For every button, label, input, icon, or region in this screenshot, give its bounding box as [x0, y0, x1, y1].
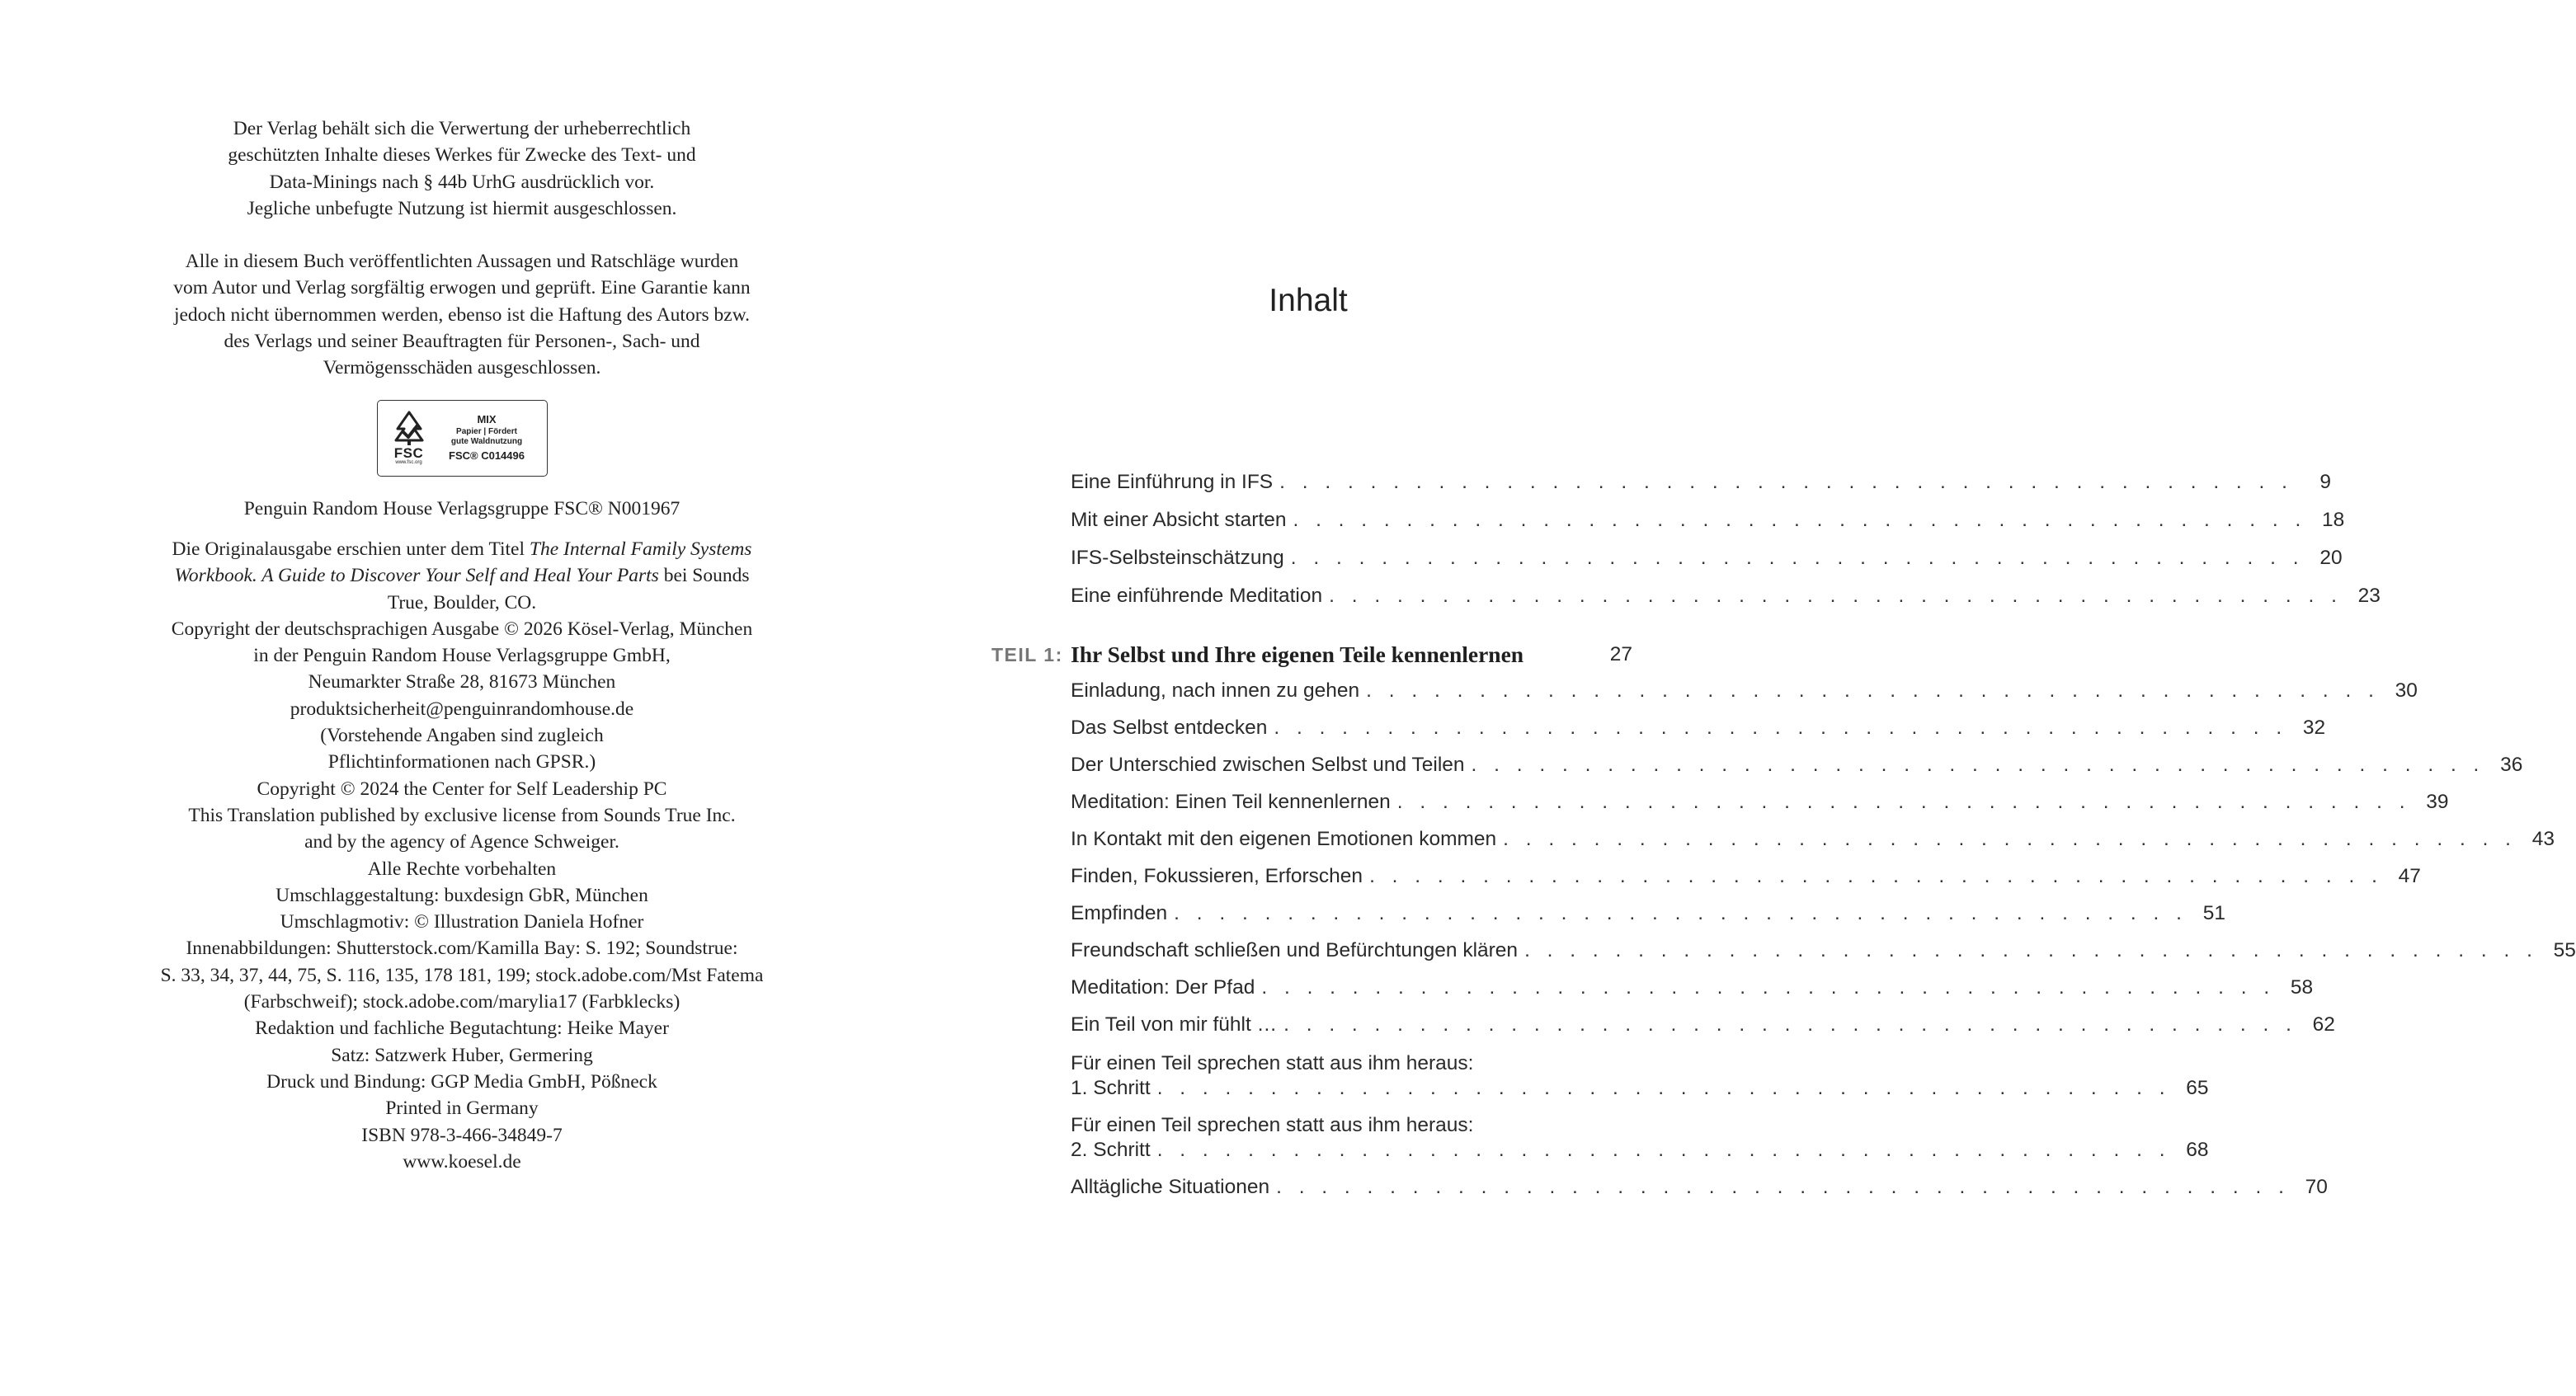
toc-entry[interactable]: [1071, 1008, 2335, 1038]
toc-entry[interactable]: [1071, 580, 2381, 609]
disclaimer-line: vom Autor und Verlag sorgfältig erwogen und geprüft. Eine Garantie kann: [173, 277, 751, 299]
toc-entry[interactable]: [1071, 466, 2331, 496]
imprint-line: Pflichtinformationen nach GPSR.): [327, 751, 596, 773]
toc-entry-title: Das Selbst entdecken: [1071, 717, 1268, 739]
imprint-line: Umschlaggestaltung: buxdesign GbR, München: [275, 884, 648, 906]
imprint-line: This Translation published by exclusive license from Sounds True Inc.: [188, 804, 736, 826]
imprint-line: ISBN 978-3-466-34849-7: [361, 1124, 563, 1146]
toc-entry-title: 1. Schritt: [1071, 1077, 1151, 1099]
leader-dots: . . . . . . . . . . . . . . . . . . . . . . . . . . . . . . . . . . . . . . . . . . . . .: [1156, 1139, 2171, 1161]
toc-entry[interactable]: [1071, 823, 2555, 853]
imprint-line: Satz: Satzwerk Huber, Germering: [331, 1044, 593, 1066]
toc-page-number: 47: [2398, 865, 2421, 887]
toc-page-number: 18: [2322, 509, 2345, 531]
fsc-mark: FSC: [393, 445, 424, 462]
leader-dots: . . . . . . . . . . . . . . . . . . . . . . . . . . . . . . . . . . . . . . . . . . . . .: [1396, 791, 2411, 813]
original-edition-line: Workbook. A Guide to Discover Your Self and Heal Your Parts bei Sounds: [174, 565, 750, 587]
toc-entry-title: Der Unterschied zwischen Selbst und Teilen: [1071, 754, 1465, 776]
fsc-mix-label: MIX: [477, 412, 497, 425]
imprint-line: in der Penguin Random House Verlagsgruppe GmbH,: [253, 645, 671, 667]
original-title-italic: Workbook. A Guide to Discover Your Self and Heal Your Parts: [174, 565, 659, 587]
toc-entry[interactable]: [1071, 674, 2418, 704]
toc-entry-title: IFS-Selbsteinschätzung: [1071, 547, 1284, 569]
disclaimer-line: Alle in diesem Buch veröffentlichten Aussagen und Ratschläge wurden: [185, 251, 739, 273]
toc-entry[interactable]: [1071, 504, 2345, 533]
imprint-page: [124, 115, 800, 1175]
toc-entry-title: Eine einführende Meditation: [1071, 585, 1323, 607]
toc-entry[interactable]: [1071, 712, 2326, 741]
toc-entry-title: Ein Teil von mir fühlt …: [1071, 1013, 1278, 1036]
fsc-desc-line: gute Waldnutzung: [450, 436, 523, 446]
original-edition-line: Die Originalausgabe erschien unter dem Titel The Internal Family Systems: [172, 538, 752, 560]
fsc-desc-line: Papier | Fördert: [456, 426, 517, 436]
disclaimer-line: jedoch nicht übernommen werden, ebenso ist die Haftung des Autors bzw.: [173, 303, 751, 326]
toc-entry-title: 2. Schritt: [1071, 1139, 1151, 1161]
toc-entry-title: Einladung, nach innen zu gehen: [1071, 679, 1360, 702]
toc-entry-title: Meditation: Der Pfad: [1071, 976, 1255, 999]
toc-page-number: 30: [2395, 679, 2418, 702]
imprint-line: (Farbschweif); stock.adobe.com/marylia17 (Farbklecks): [243, 991, 680, 1013]
fsc-code: FSC® C014496: [449, 449, 525, 462]
toc-entry[interactable]: [1071, 1171, 2328, 1201]
fsc-label: [434, 412, 540, 465]
toc-entry-title: Meditation: Einen Teil kennenlernen: [1071, 791, 1391, 813]
toc-entry-title: Mit einer Absicht starten: [1071, 509, 1287, 531]
toc-page-number: 68: [2186, 1139, 2209, 1161]
part-label: TEIL 1:: [991, 644, 1063, 665]
imprint-line: (Vorstehende Angaben sind zugleich: [320, 725, 604, 747]
leader-dots: . . . . . . . . . . . . . . . . . . . . . . . . . . . . . . . . . . . . . . . . . . . . .: [1156, 1077, 2171, 1099]
toc-page-number: 20: [2319, 547, 2343, 569]
toc-page-number: 51: [2202, 902, 2225, 924]
copyright-notice-line: Der Verlag behält sich die Verwertung der urheberrechtlich: [233, 118, 691, 139]
toc-entry-title: Finden, Fokussieren, Erforschen: [1071, 865, 1363, 887]
leader-dots: . . . . . . . . . . . . . . . . . . . . . . . . . . . . . . . . . . . . . . . . . . . . .: [1276, 1176, 2290, 1198]
toc-part-heading[interactable]: [991, 636, 1632, 669]
toc-page-number: 39: [2426, 791, 2449, 813]
imprint-line: Umschlagmotiv: © Illustration Daniela Hofner: [280, 911, 644, 933]
disclaimer-line: Vermögensschäden ausgeschlossen.: [323, 357, 601, 379]
fsc-logo-area: [124, 382, 800, 496]
copyright-notice-line: Data-Minings nach § 44b UrhG ausdrücklich vor.: [269, 171, 655, 193]
leader-dots: . . . . . . . . . . . . . . . . . . . . . . . . . . . . . . . . . . . . . . . . . . . . .: [1261, 976, 2276, 999]
toc-entry[interactable]: [1071, 934, 2576, 964]
imprint-line: Copyright © 2024 the Center for Self Leadership PC: [257, 778, 667, 800]
toc-entry[interactable]: [1071, 1134, 2209, 1163]
toc-page-number: 9: [2319, 471, 2331, 493]
toc-entry[interactable]: [1071, 860, 2421, 890]
imprint-line: Copyright der deutschsprachigen Ausgabe © 2026 Kösel-Verlag, München: [171, 618, 753, 640]
toc-entry-title: Eine Einführung in IFS: [1071, 471, 1274, 493]
imprint-line: www.koesel.de: [403, 1150, 521, 1173]
toc-page-number: 36: [2500, 754, 2523, 776]
imprint-line: Druck und Bindung: GGP Media GmbH, Pößneck: [266, 1070, 657, 1093]
leader-dots: . . . . . . . . . . . . . . . . . . . . . . . . . . . . . . . . . . . . . . . . . . . . .: [1290, 547, 2305, 569]
imprint-line: S. 33, 34, 37, 44, 75, S. 116, 135, 178 181, 199; stock.adobe.com/Mst Fatema: [160, 964, 764, 986]
disclaimer-line: des Verlags und seiner Beauftragten für Personen-, Sach- und: [224, 331, 700, 353]
toc-page-number: 55: [2553, 939, 2576, 961]
toc-entry[interactable]: [1071, 897, 2225, 927]
imprint-line: produktsicherheit@penguinrandomhouse.de: [290, 698, 634, 720]
imprint-line: Printed in Germany: [385, 1098, 539, 1120]
leader-dots: . . . . . . . . . . . . . . . . . . . . . . . . . . . . . . . . . . . . . . . . . . . . .: [1369, 865, 2383, 887]
copyright-notice-line: geschützten Inhalte dieses Werkes für Zwecke des Text- und: [228, 144, 696, 167]
paragraph-spacer: [124, 222, 800, 248]
leader-dots: . . . . . . . . . . . . . . . . . . . . . . . . . . . . . . . . . . . . . . . . . . . . .: [1329, 585, 2343, 607]
toc-page-number: 62: [2312, 1013, 2335, 1036]
toc-page-number: 70: [2305, 1176, 2328, 1198]
toc-entry[interactable]: [1071, 971, 2314, 1001]
fsc-url: www.fsc.org: [395, 460, 422, 466]
toc-entry[interactable]: [1071, 786, 2449, 816]
toc-entry-title-line1[interactable]: Für einen Teil sprechen statt aus ihm heraus:: [1071, 1114, 1474, 1136]
imprint-line: Neumarkter Straße 28, 81673 München: [308, 671, 616, 693]
leader-dots: . . . . . . . . . . . . . . . . . . . . . . . . . . . . . . . . . . . . . . . . . . . . .: [1503, 828, 2517, 850]
toc-entry[interactable]: [1071, 1072, 2209, 1102]
leader-dots: . . . . . . . . . . . . . . . . . . . . . . . . . . . . . . . . . . . . . . . . . . . . .: [1293, 509, 2307, 531]
original-title-italic: The Internal Family Systems: [529, 538, 752, 560]
imprint-line: and by the agency of Agence Schweiger.: [304, 831, 619, 853]
leader-dots: . . . . . . . . . . . . . . . . . . . . . . . . . . . . . . . . . . . . . . . . . . . . .: [1366, 679, 2380, 702]
fsc-group-line: Penguin Random House Verlagsgruppe FSC® N001967: [243, 497, 680, 519]
toc-entry-title: Alltägliche Situationen: [1071, 1176, 1270, 1198]
toc-entry-title-line1[interactable]: Für einen Teil sprechen statt aus ihm heraus:: [1071, 1052, 1474, 1074]
imprint-line: Redaktion und fachliche Begutachtung: Heike Mayer: [255, 1018, 669, 1040]
copyright-notice-line: Jegliche unbefugte Nutzung ist hiermit ausgeschlossen.: [247, 197, 677, 219]
leader-dots: . . . . . . . . . . . . . . . . . . . . . . . . . . . . . . . . . . . . . . . . . . . . .: [1471, 754, 2485, 776]
toc-entry-title: In Kontakt mit den eigenen Emotionen kommen: [1071, 828, 1497, 850]
leader-dots: . . . . . . . . . . . . . . . . . . . . . . . . . . . . . . . . . . . . . . . . . . . . .: [1279, 471, 2293, 493]
leader-dots: . . . . . . . . . . . . . . . . . . . . . . . . . . . . . . . . . . . . . . . . . . . . .: [1524, 939, 2538, 961]
imprint-line: Alle Rechte vorbehalten: [367, 858, 557, 880]
toc-entry-title: Freundschaft schließen und Befürchtungen klären: [1071, 939, 1519, 961]
toc-entry[interactable]: [1071, 749, 2523, 778]
fsc-tree-icon: [384, 405, 434, 472]
fsc-certification-logo: [377, 400, 548, 477]
toc-entry[interactable]: [1071, 542, 2343, 571]
imprint-line: Innenabbildungen: Shutterstock.com/Kamilla Bay: S. 192; Soundstrue:: [186, 938, 738, 960]
toc-page-number: 43: [2531, 828, 2555, 850]
original-edition-line: True, Boulder, CO.: [387, 591, 537, 613]
paragraph-spacer: [124, 522, 800, 536]
leader-dots: . . . . . . . . . . . . . . . . . . . . . . . . . . . . . . . . . . . . . . . . . . . . .: [1274, 717, 2288, 739]
toc-page-number: 65: [2186, 1077, 2209, 1099]
toc-page-number: 58: [2290, 976, 2314, 999]
leader-dots: . . . . . . . . . . . . . . . . . . . . . . . . . . . . . . . . . . . . . . . . . . . . .: [1174, 902, 2187, 924]
toc-page-number: 32: [2302, 717, 2326, 739]
toc-page-number: 23: [2357, 585, 2381, 607]
toc-page-number: 27: [1609, 643, 1632, 665]
part-title: Ihr Selbst und Ihre eigenen Teile kennenlernen: [1071, 642, 1524, 667]
leader-dots: . . . . . . . . . . . . . . . . . . . . . . . . . . . . . . . . . . . . . . . . . . . . .: [1283, 1013, 2297, 1036]
tree-check-icon: [393, 411, 426, 447]
toc-title: Inhalt: [1269, 283, 1348, 318]
toc-entry-title: Empfinden: [1071, 902, 1168, 924]
